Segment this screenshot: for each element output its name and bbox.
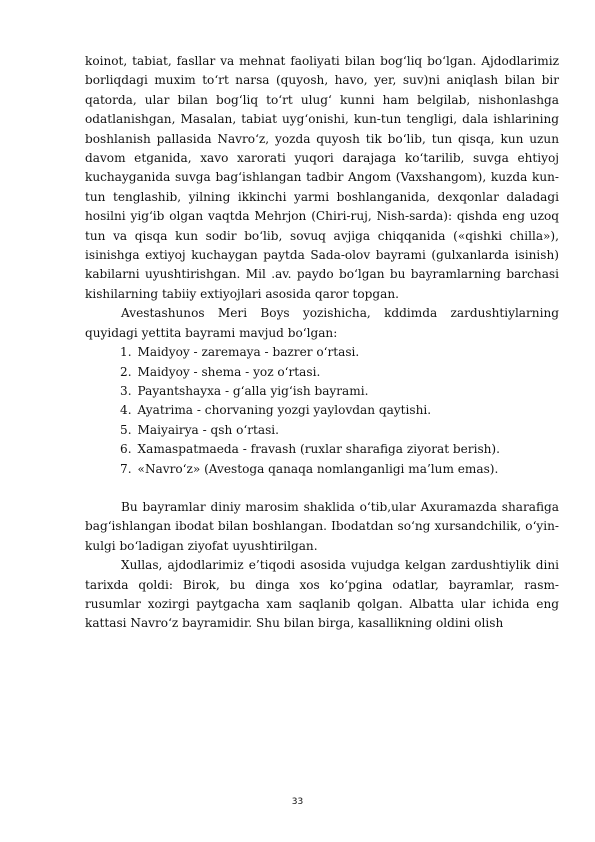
list-item: [85, 382, 559, 401]
list-item-number: 7.: [120, 461, 132, 476]
list-item: [85, 343, 559, 362]
list-item-text: Payantshayxa - g‘alla yig‘ish bayrami.: [137, 383, 369, 398]
list-item-text: Ayatrima - chorvaning yozgi yaylovdan qaytishi.: [137, 403, 432, 418]
list-item-number: 4.: [120, 403, 132, 418]
list-item: [85, 460, 559, 479]
list-item-text: «Navro‘z» (Avestoga qanaqa nomlanganligi ma’lum emas).: [137, 461, 499, 476]
list-item-number: 5.: [120, 422, 132, 437]
list-item-number: 3.: [120, 383, 132, 398]
list-item-text: Maiyairya - qsh o‘rtasi.: [137, 422, 279, 437]
list-item-number: 2.: [120, 364, 132, 379]
paragraph-rituals: Bu bayramlar diniy marosim shaklida o‘tib,ular Axuramazda sharafiga bag‘ishlangan ibodat bilan boshlangan. Ibodatdan so‘ng xursandchilik, o‘yin-kulgi bo‘ladigan ziyofat uyushtirilgan.: [85, 499, 559, 553]
paragraph-intro: koinot, tabiat, fasllar va mehnat faoliyati bilan bog‘liq bo‘lgan. Ajdodlarimiz borliqdagi muxim to‘rt narsa (quyosh, havo, yer, suv)ni aniqlash bilan bir qatorda, ular bilan bog‘liq to‘rt ulug‘ kunni ham belgilab, nishonlashga odatlanishgan, Masalan, tabiat uyg‘onishi, kun-tun tengligi, dala ishlarining boshlanish pallasida Navro‘z, yozda quyosh tik bo‘lib, tun qisqa, kun uzun davom etganida, xavo xarorati yuqori darajaga ko‘tarilib, suvga ehtiyoj kuchayganida suvga bag‘ishlangan tadbir Angom (Vaxshangom), kuzda kun-tun tenglashib, yilning ikkinchi yarmi boshlanganida, dexqonlar daladagi hosilni yig‘ib olgan vaqtda Mehrjon (Chiri-ruj, Nish-sarda): qishda eng uzoq tun va qisqa kun sodir bo‘lib, sovuq avjiga chiqqanida («qishki chilla»), isinishga extiyoj kuchaygan paytda Sada-olov bayrami (gulxanlarda isinish) kabilarni uyushtirishgan. Mil .av. paydo bo‘lgan bu bayramlarning barchasi kishilarning tabiiy extiyojlari asosida qaror topgan.: [85, 54, 559, 301]
page-body: [85, 52, 559, 634]
list-item: [85, 363, 559, 382]
list-item: [85, 421, 559, 440]
paragraph-avesta-holidays: Avestashunos Meri Boys yozishicha, kddimda zardushtiylarning quyidagi yettita bayrami mavjud bo‘lgan:: [85, 306, 559, 340]
holiday-list: [85, 343, 559, 479]
list-item-text: Maidyoy - zaremaya - bazrer o‘rtasi.: [137, 345, 360, 360]
list-item: [85, 440, 559, 459]
page-number: 33: [291, 797, 304, 807]
list-item: [85, 401, 559, 420]
paragraph-conclusion: Xullas, ajdodlarimiz e’tiqodi asosida vujudga kelgan zardushtiylik dini tarixda qoldi: Birok, bu dinga xos ko‘pgina odatlar, bayramlar, rasm-rusumlar xozirgi paytgacha xam saqlanib qolgan. Albatta ular ichida eng kattasi Navro‘z bayramidir. Shu bilan birga, kasallikning oldini olish: [85, 558, 559, 631]
list-item-number: 1.: [120, 345, 132, 360]
paragraph-spacer: [85, 479, 559, 498]
list-item-number: 6.: [120, 442, 132, 457]
list-item-text: Xamaspatmaeda - fravash (ruxlar sharafiga ziyorat berish).: [137, 442, 500, 457]
list-item-text: Maidyoy - shema - yoz o‘rtasi.: [137, 364, 321, 379]
